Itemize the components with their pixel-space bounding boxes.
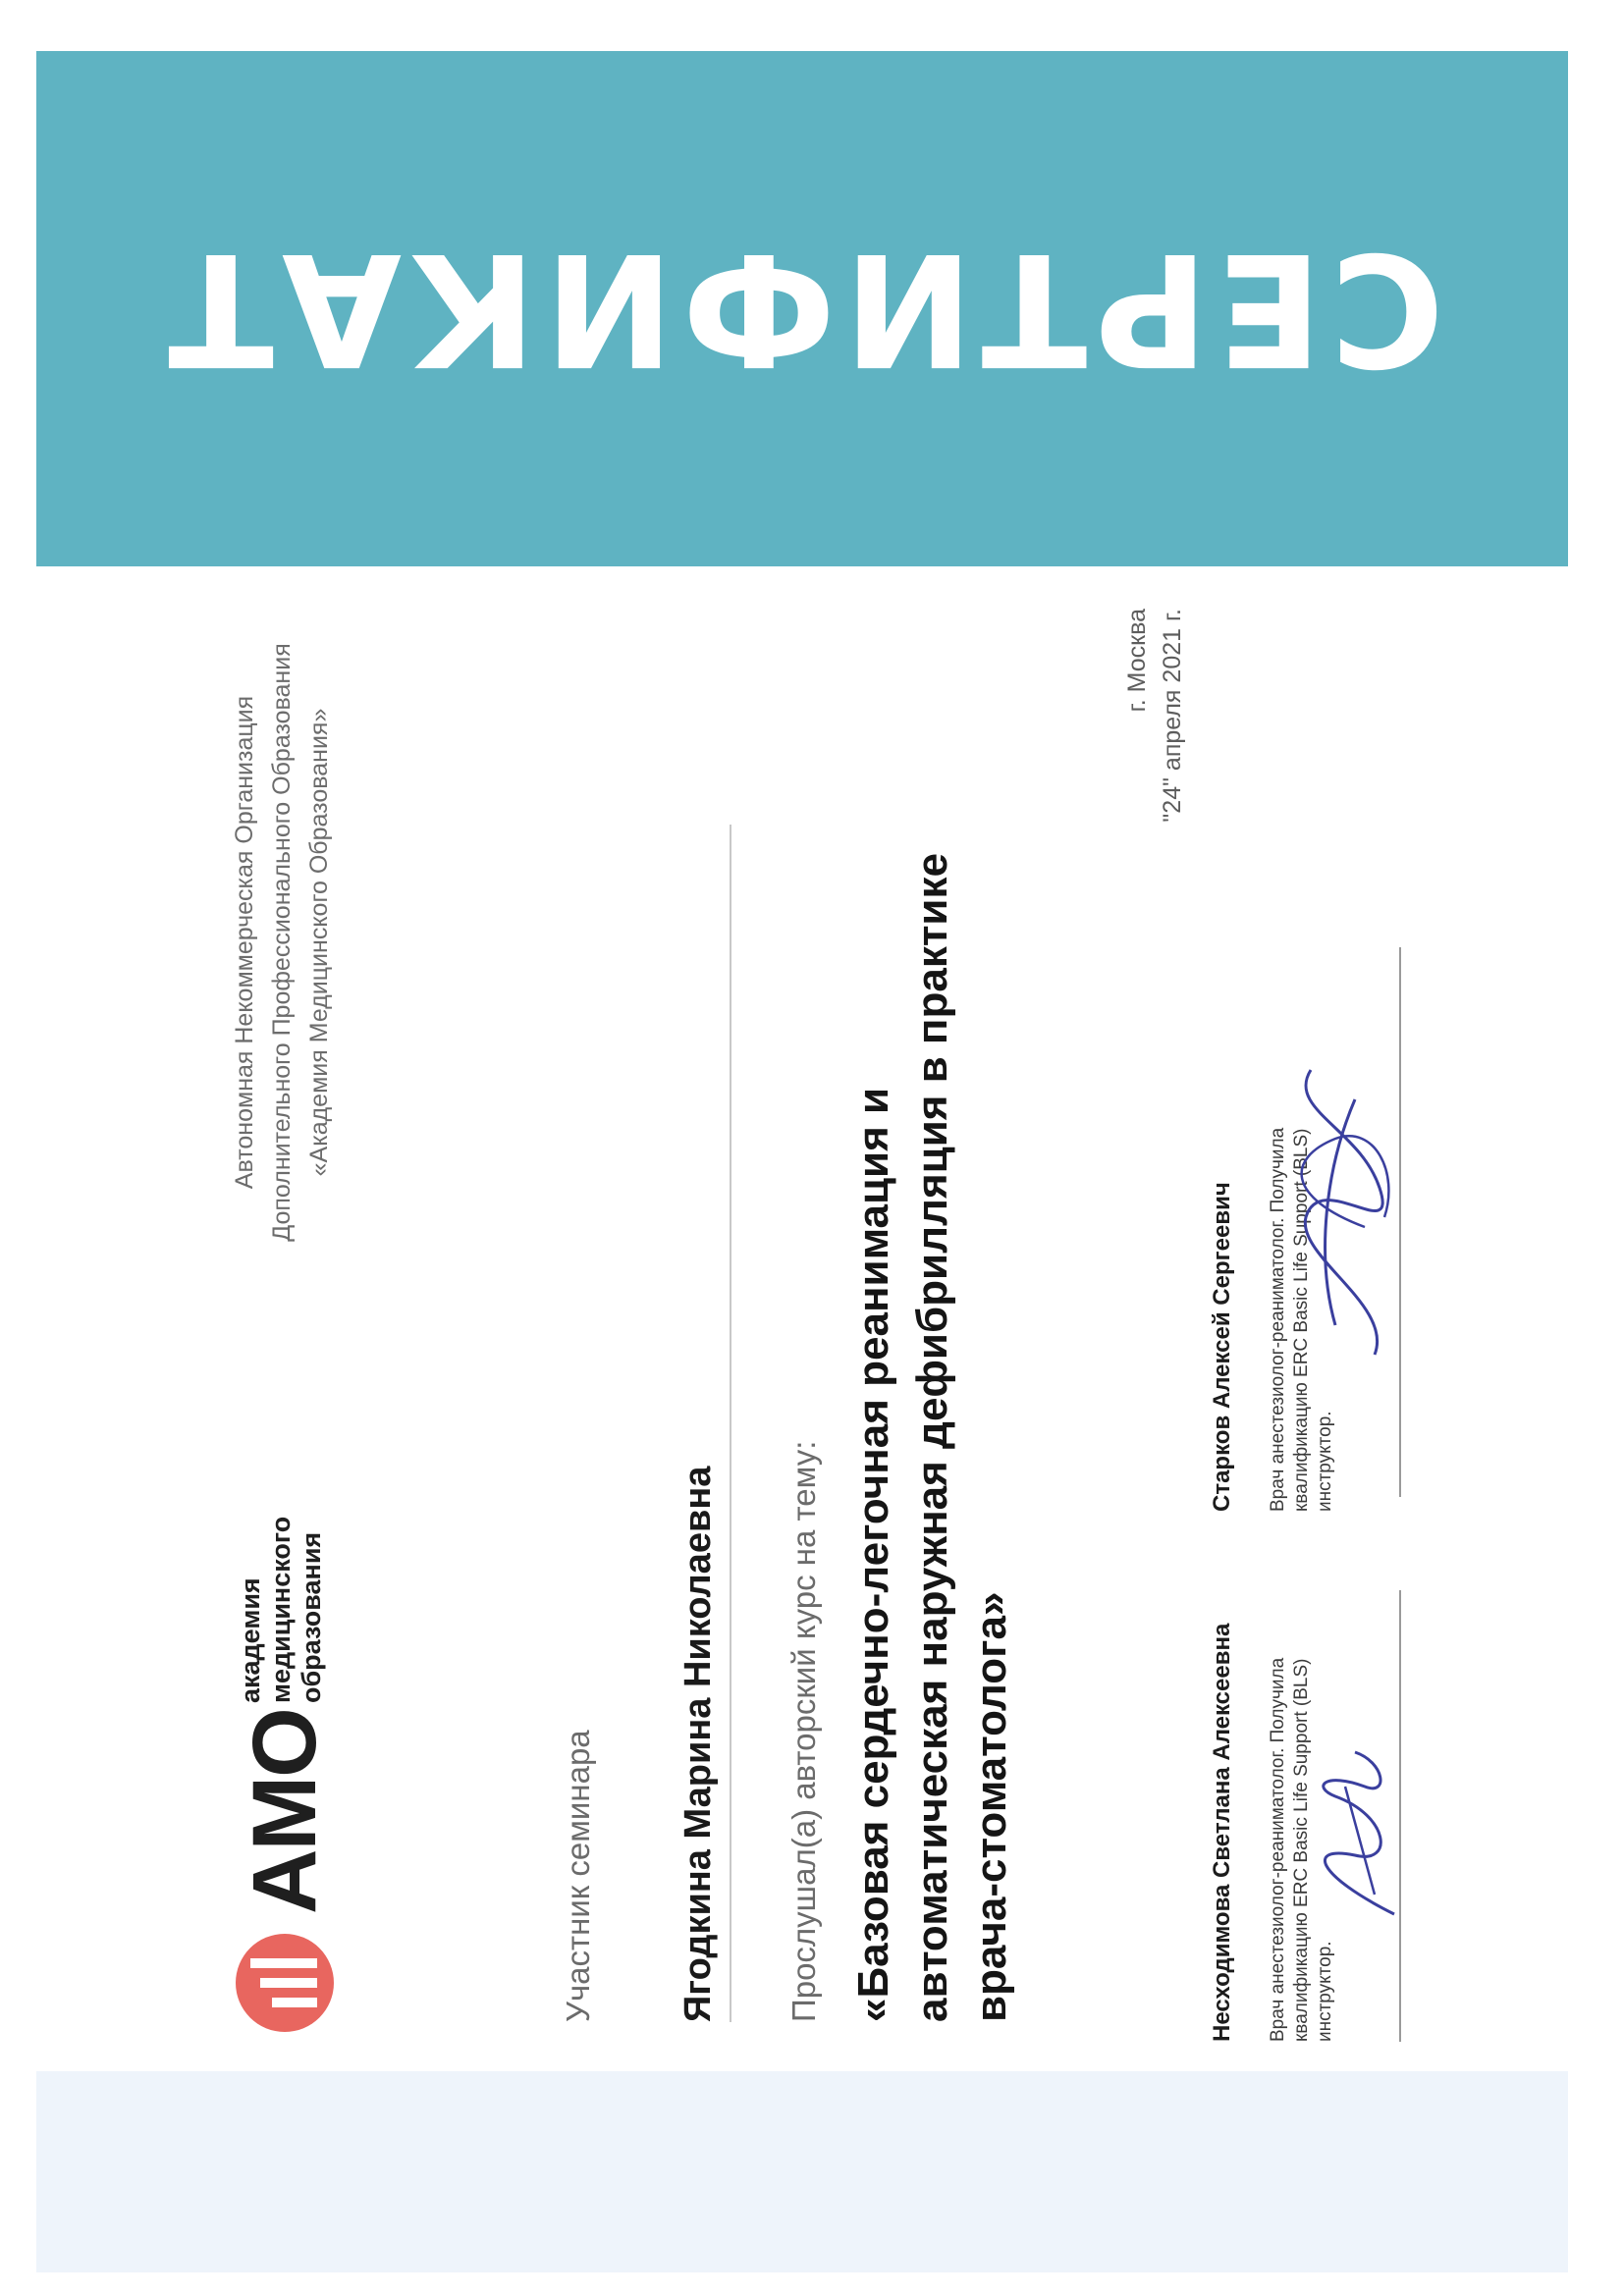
certificate-body <box>226 599 1414 2042</box>
signature-1 <box>1296 1737 1414 1934</box>
participant-label: Участник семинара <box>560 1730 596 2022</box>
course-intro: Прослушал(а) авторский курс на тему: <box>785 1440 822 2022</box>
amo-logo-icon <box>231 1929 339 2037</box>
signature-line-1 <box>1399 1590 1401 2042</box>
signatory-1-name: Несходимова Светлана Алексеевна <box>1209 1623 1235 2042</box>
signature-2 <box>1267 1060 1414 1364</box>
footer-band <box>36 2071 1568 2272</box>
signatory-2-description: Врач анестезиолог-реаниматолог. Получила квалификацию ERC Basic Life Support (BLS) инструктор. <box>1268 1127 1335 1512</box>
organization-name: Автономная Некоммерческая Организация Дополнительного Профессионального Образования «Академия Медицинского Образования» <box>231 643 333 1242</box>
place-date <box>1119 609 1190 854</box>
signatory-2-name: Старков Алексей Сергеевич <box>1209 1182 1235 1512</box>
signatory-1-description: Врач анестезиолог-реаниматолог. Получила квалификацию ERC Basic Life Support (BLS) инструктор. <box>1268 1657 1335 2042</box>
course-title: «Базовая сердечно-легочная реанимация и автоматическая наружная дефибрилляция в практике врача-стоматолога» <box>849 853 1015 2022</box>
name-underline <box>730 825 731 2022</box>
amo-logo-text: АМО <box>235 1709 335 1914</box>
certificate-title: СЕРТИФИКАТ <box>160 218 1444 400</box>
signature-line-2 <box>1399 947 1401 1497</box>
participant-name: Ягодкина Марина Николаевна <box>677 1466 719 2022</box>
amo-logo-subtitle: академия медицинского образования <box>236 1516 326 1703</box>
city: г. Москва <box>1123 609 1151 713</box>
date: "24" апреля 2021 г. <box>1159 609 1186 823</box>
